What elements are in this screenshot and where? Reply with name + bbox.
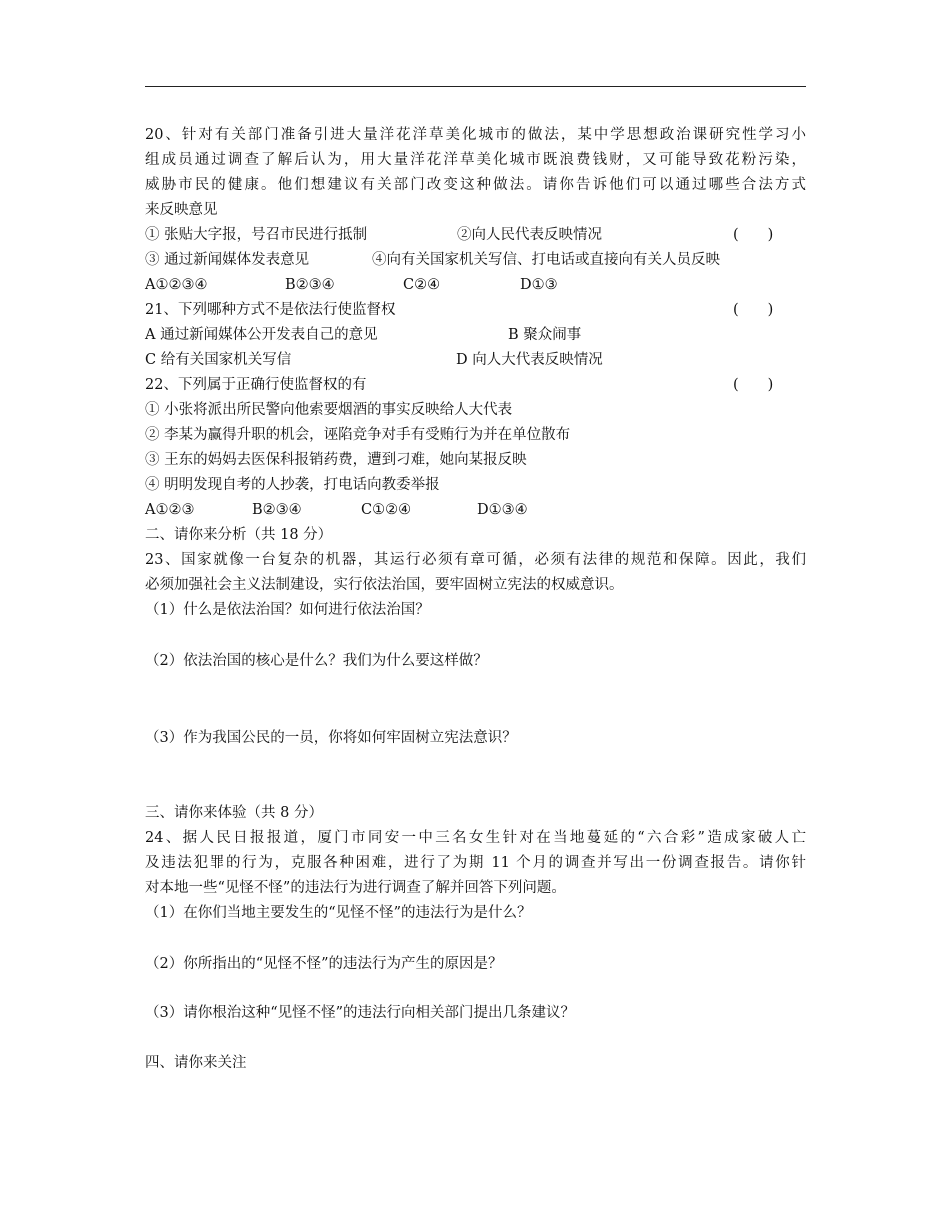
q24-sub-2: （2）你所指出的“见怪不怪”的违法行为产生的原因是？: [145, 956, 503, 972]
q20-choice-b: B②③④: [285, 277, 335, 293]
q20-answer-paren: ( ): [733, 227, 774, 243]
q21-stem: 21、下列哪种方式不是依法行使监督权: [145, 302, 396, 318]
q23-sub-1: （1）什么是依法治国？如何进行依法治国？: [145, 602, 430, 618]
q21-choice-a: A 通过新闻媒体公开发表自己的意见: [145, 327, 378, 343]
q20-stem-line-4: 来反映意见: [145, 202, 218, 218]
q20-option-1: ① 张贴大字报，号召市民进行抵制: [145, 227, 368, 243]
q21-choice-b: B 聚众闹事: [508, 327, 582, 343]
q20-stem-line-3: 威胁市民的健康。他们想建议有关部门改变这种做法。请你告诉他们可以通过哪些合法方式: [145, 177, 806, 193]
q21-choice-c: C 给有关国家机关写信: [145, 352, 292, 368]
q22-item-2: ② 李某为赢得升职的机会，诬陷竞争对手有受贿行为并在单位散布: [145, 427, 571, 443]
q22-item-4: ④ 明明发现自考的人抄袭，打电话向教委举报: [145, 477, 440, 493]
q22-choice-b: B②③④: [252, 502, 302, 518]
section-4-heading: 四、请你来关注: [145, 1055, 247, 1071]
q23-stem-line-2: 必须加强社会主义法制建设，实行依法治国，要牢固树立宪法的权威意识。: [145, 577, 624, 593]
q22-choice-a: A①②③: [145, 502, 195, 518]
q20-option-2: ②向人民代表反映情况: [457, 227, 602, 243]
q23-stem-line-1: 23、国家就像一台复杂的机器，其运行必须有章可循，必须有法律的规范和保障。因此，我们: [145, 552, 806, 568]
q22-choice-d: D①③④: [477, 502, 528, 518]
q20-choice-d: D①③: [520, 277, 558, 293]
q24-sub-3: （3）请你根治这种“见怪不怪”的违法行向相关部门提出几条建议？: [145, 1005, 576, 1021]
q20-option-3: ③ 通过新闻媒体发表意见: [145, 252, 310, 268]
section-2-heading: 二、请你来分析（共 18 分）: [145, 527, 333, 543]
q20-option-4: ④向有关国家机关写信、打电话或直接向有关人员反映: [372, 252, 720, 268]
q22-item-3: ③ 王东的妈妈去医保科报销药费，遭到刁难，她向某报反映: [145, 452, 527, 468]
q23-sub-2: （2）依法治国的核心是什么？我们为什么要这样做？: [145, 653, 488, 669]
q24-sub-1: （1）在你们当地主要发生的“见怪不怪”的违法行为是什么？: [145, 905, 532, 921]
q22-choice-c: C①②④: [361, 502, 412, 518]
q20-stem-line-2: 组成员通过调查了解后认为，用大量洋花洋草美化城市既浪费钱财，又可能导致花粉污染，: [145, 152, 806, 168]
q20-stem-line-1: 20、针对有关部门准备引进大量洋花洋草美化城市的做法，某中学思想政治课研究性学习小: [145, 127, 806, 143]
q23-sub-3: （3）作为我国公民的一员，你将如何牢固树立宪法意识？: [145, 730, 517, 746]
q22-item-1: ① 小张将派出所民警向他索要烟酒的事实反映给人大代表: [145, 402, 513, 418]
section-3-heading: 三、请你来体验（共 8 分）: [145, 805, 323, 821]
q22-answer-paren: ( ): [733, 377, 774, 393]
header-rule: [145, 86, 806, 87]
q20-choice-c: C②④: [403, 277, 441, 293]
q24-stem-line-2: 及违法犯罪的行为，克服各种困难，进行了为期 11 个月的调查并写出一份调查报告。请你针: [145, 855, 806, 871]
q24-stem-line-1: 24、据人民日报报道，厦门市同安一中三名女生针对在当地蔓延的“六合彩”造成家破人亡: [145, 830, 806, 846]
q24-stem-line-3: 对本地一些“见怪不怪”的违法行为进行调查了解并回答下列问题。: [145, 880, 566, 896]
q21-answer-paren: ( ): [733, 302, 774, 318]
q22-stem: 22、下列属于正确行使监督权的有: [145, 377, 367, 393]
q20-choice-a: A①②③④: [145, 277, 208, 293]
q21-choice-d: D 向人大代表反映情况: [456, 352, 603, 368]
